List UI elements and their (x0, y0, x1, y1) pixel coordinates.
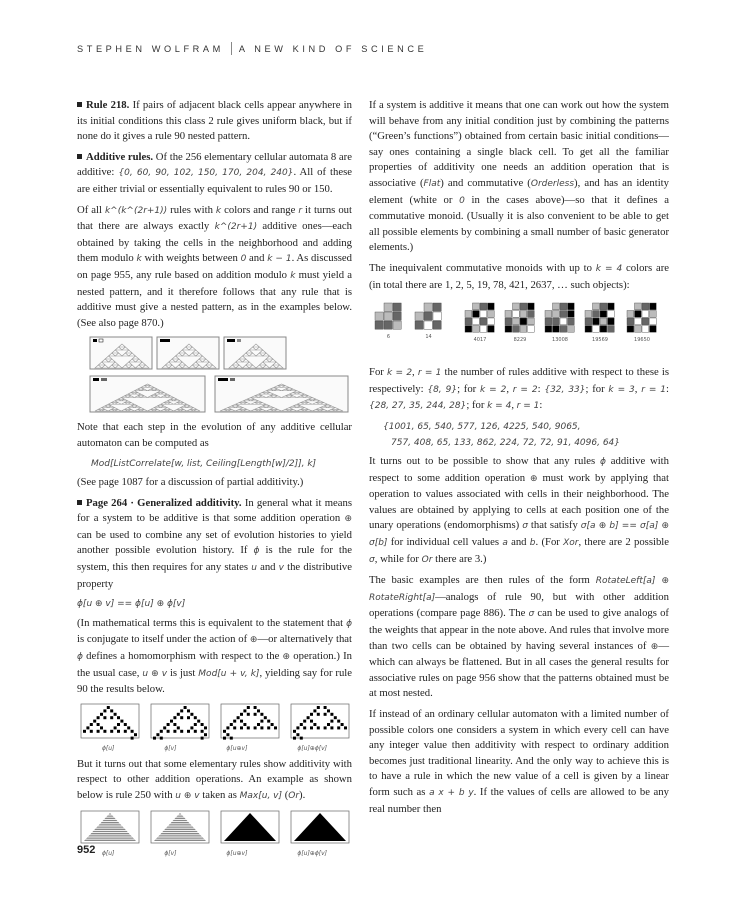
math-flat: Flat (423, 178, 441, 189)
text: with weights between (141, 252, 241, 265)
code-listcorrelate: Mod[ListCorrelate[w, list, Ceiling[Length[w]/2]], k] (91, 458, 317, 469)
text: ) and commutative ( (440, 176, 531, 189)
bullet-icon (77, 154, 82, 159)
text: is just (167, 666, 199, 679)
text: , while for (374, 552, 422, 565)
math-phi: ϕ (600, 457, 606, 468)
math-op: ⊕ (530, 473, 538, 484)
text: additive with respect to some addition operation (369, 455, 669, 484)
text: there are 3.) (432, 552, 487, 565)
text: Of the 256 elementary cellular automata 8 are additive: (77, 150, 352, 179)
left-column (77, 98, 352, 856)
code-distributive: ϕ[u ⊕ v] == ϕ[u] ⊕ ϕ[v] (77, 599, 186, 610)
text: ; for (466, 399, 488, 412)
text: : (666, 382, 670, 395)
math-xor: Xor (563, 538, 579, 549)
caption-phi-uv: ϕ[u⊕v] (226, 744, 248, 752)
math-r1: r = 1 (641, 384, 667, 395)
math-uv: u ⊕ v (175, 791, 200, 801)
additive-patterns-graphic (89, 336, 349, 414)
text: , there are 2 possible (578, 536, 670, 549)
text: for individual cell values (387, 536, 503, 549)
text: is the rule for the system, this then requires for any states (77, 544, 352, 574)
text: ( (282, 789, 289, 801)
math-r2: r = 2 (512, 384, 538, 395)
monoid-label: 6 (386, 334, 391, 341)
note-heading: Page 264 · Generalized additivity. (86, 496, 242, 509)
math-b: b (529, 538, 536, 549)
math-zero: 0 (240, 254, 247, 265)
text: , (634, 382, 642, 395)
text: is conjugate to itself under the action of (77, 633, 250, 646)
math-r1: r = 1 (516, 401, 540, 412)
paragraph-linearity (369, 707, 669, 817)
code-list-line2: 757, 408, 65, 133, 862, 224, 72, 72, 91, 4096, 64} (391, 437, 620, 448)
math-km1: k − 1 (267, 254, 292, 265)
text: colors and range (221, 203, 299, 216)
text: : (537, 382, 541, 395)
text: in the cases above)—so that it defines a commutative monoid. (Usually it is also convenient to be able to get all possible elements by combining a small number of basic generator elements.) (369, 193, 669, 254)
math-sigma: σ (369, 554, 375, 565)
note-additive-rules (77, 150, 352, 198)
note-heading: Additive rules. (86, 150, 154, 163)
text: (In mathematical terms this is equivalent to the statement that (77, 616, 347, 629)
caption-phi-uv: ϕ[u⊕v] (226, 849, 248, 857)
math-expr: k^(2r+1) (214, 222, 258, 233)
note-text: If pairs of adjacent black cells appear anywhere in its initial conditions this class 2 rule gives uniform black, but if none do it gives a rule 90 nested pattern. (77, 99, 352, 143)
math-k: k (290, 270, 296, 281)
math-k2: k = 2 (479, 384, 507, 395)
text: , yielding say for rule 90 the results below. (77, 666, 352, 696)
figure-monoid-tables (369, 299, 669, 361)
text: ; for (585, 382, 609, 395)
math-rotate: RotateLeft[a] ⊕ RotateRight[a] (369, 576, 669, 603)
right-column (369, 98, 669, 822)
text: In general what it means for a system to be additive is that some addition operation (77, 496, 352, 525)
math-r: r (298, 205, 303, 216)
paragraph-partial-additivity: (See page 1087 for a discussion of partial additivity.) (77, 476, 304, 489)
math-mod: Mod[u + v, k] (198, 668, 260, 679)
panel-5 (215, 376, 348, 412)
math-or: Or (288, 791, 300, 801)
caption-phi-v: ϕ[v] (164, 849, 177, 857)
text: ; for (457, 382, 480, 395)
paragraph-basic-examples (369, 573, 669, 702)
math-set: {0, 60, 90, 102, 150, 170, 204, 240} (118, 168, 294, 179)
text: For (369, 366, 387, 379)
math-set: {32, 33} (544, 384, 586, 395)
paragraph-green-functions (369, 98, 669, 256)
text: and (246, 252, 268, 265)
bullet-icon (77, 500, 82, 505)
text: The inequivalent commutative monoids with up to (369, 261, 596, 274)
math-v: v (278, 563, 284, 574)
math-op: ⊕ (344, 514, 352, 525)
rule90-panels (77, 703, 352, 741)
paragraph-conjugate (77, 616, 352, 698)
math-k2: k = 2 (386, 368, 413, 379)
paragraph-rule250 (77, 757, 352, 805)
header-author: STEPHEN WOLFRAM (77, 44, 224, 54)
paragraph-rule-counts (369, 365, 669, 415)
text: It turns out to be possible to show that any rules (369, 455, 601, 468)
math-uv: u ⊕ v (142, 668, 168, 679)
math-or: Or (421, 554, 433, 565)
math-phi: ϕ (346, 618, 352, 629)
math-sigma: σ (522, 521, 528, 532)
figure-rule250-additivity (77, 810, 352, 856)
text: that satisfy (527, 519, 581, 532)
math-k4: k = 4 (595, 263, 623, 274)
monoid-label: 19650 (634, 337, 650, 344)
caption-phi-u: ϕ[u] (101, 849, 115, 857)
text: . All of these are either trivial or essentially equivalent to rules 90 or 150. (77, 166, 352, 195)
text: —which can always be flattened. But in all cases the general results for associative rules on page 956 show that the patterns obtained must be at most nested. (369, 639, 669, 700)
text: ), and has an identity element (white or (369, 176, 669, 206)
math-k: k (215, 205, 222, 216)
text: can be used to combine any set of evolution histories to yield another possible evolution history. If (77, 528, 352, 557)
page-number: 952 (77, 844, 96, 856)
paragraph-k-colors (77, 203, 352, 332)
note-rule-218 (77, 98, 352, 145)
text: taken as (199, 789, 240, 801)
monoid-label: 13008 (552, 337, 568, 344)
text: and (256, 561, 279, 574)
paragraph-monoids (369, 261, 669, 293)
text: , (412, 366, 418, 379)
caption-phi-u-plus-phi-v: ϕ[u]⊕ϕ[v] (297, 744, 328, 752)
text: But it turns out that some elementary rules show additivity with respect to other addition operations. An example as shown below is rule 250 with (77, 757, 352, 801)
header-divider (231, 42, 232, 55)
bullet-icon (77, 102, 82, 107)
text: must yield a nested pattern, and it therefore follows that any rule that is additive must give a nested pattern, as in the examples below. (See also page 870.) (77, 268, 352, 329)
header-book-title: A NEW KIND OF SCIENCE (238, 44, 428, 54)
text: —or alternatively that (257, 633, 352, 646)
text: , (511, 399, 517, 412)
code-list-line1: {1001, 65, 540, 577, 126, 4225, 540, 9065, (383, 421, 581, 432)
monoid-label: 14 (425, 334, 432, 341)
text: can be used to give analogs of the weights that appear in the note above. And rules that involve more than two cells can be obtained by having several instances of (369, 607, 669, 652)
text: the number of rules additive with respect to these is respectively: (369, 366, 669, 395)
text: . (For (535, 536, 564, 549)
text: it turns out that there are always exactly (77, 203, 352, 233)
monoid-label: 19569 (592, 337, 608, 344)
math-max: Max[u, v] (239, 791, 283, 801)
math-op: ⊕ (249, 635, 258, 646)
text: , (506, 382, 513, 395)
paragraph-note-each-step: Note that each step in the evolution of any additive cellular automaton can be computed as (77, 421, 352, 449)
text: If a system is additive it means that one can work out how the system will behave from any initial condition just by combining the patterns (“Green’s functions”) obtained from certain basic initial conditions—say ones containing a single black cell. To get all the familiar properties of additivity one needs an addition operation that is associative ( (369, 99, 669, 189)
math-k4: k = 4 (487, 401, 512, 412)
math-eq: σ[a ⊕ b] == σ[a] ⊕ σ[b] (369, 521, 670, 549)
text: Of all (77, 203, 105, 216)
monoid-label: 4017 (473, 337, 487, 344)
text: operation.) In the usual case, (77, 650, 352, 679)
running-header (77, 42, 427, 55)
figure-additive-examples (89, 336, 352, 414)
text: must work by applying that operation to values associated with cells in their neighborhood. The values are obtained by applying to cells at each position one of the unary operations (endomorphisms) (369, 471, 669, 532)
figure-rule90-additivity (77, 703, 352, 751)
text: ). (299, 789, 306, 801)
caption-phi-v: ϕ[v] (164, 744, 177, 752)
math-op: ⊕ (282, 652, 291, 663)
math-expr: k^(k^(2r+1)) (104, 205, 168, 216)
text: —analogs of rule 90, but with other addition operations (compare page 886). The (369, 590, 669, 620)
math-u: u (251, 563, 257, 574)
monoid-tables-graphic (369, 299, 669, 349)
text: defines a homomorphism with respect to the (82, 650, 283, 663)
math-phi: ϕ (253, 546, 260, 557)
text: . As discussed on page 955, any rule based on addition modulo (77, 252, 352, 281)
math-sigma: σ (528, 609, 535, 620)
text: : (539, 399, 543, 412)
caption-phi-u-plus-phi-v: ϕ[u]⊕ϕ[v] (297, 849, 328, 857)
math-orderless: Orderless (530, 178, 575, 189)
math-a: a (502, 538, 508, 549)
text: If instead of an ordinary cellular automaton with a limited number of possible colors one considers a system in which every cell can have any integer value then additivity with respect to ordinary addition becomes just traditional linearity. And the only way to achieve this is to have a rule in which the new value of a cell is given by a linear form such as (369, 708, 669, 798)
text: . If the values of cells are allowed to be any real number then (369, 785, 669, 815)
rule250-panels (77, 810, 352, 846)
math-phi: ϕ (77, 652, 83, 663)
monoid-label: 8229 (513, 337, 527, 344)
math-set: {28, 27, 35, 244, 28} (369, 401, 467, 412)
note-generalized-additivity (77, 496, 352, 593)
paragraph-endomorphisms (369, 454, 669, 568)
math-r1: r = 1 (417, 368, 442, 379)
text: additive ones—each obtained by taking the cells in the neighborhood and adding them modulo (77, 220, 353, 265)
text: and (507, 536, 530, 549)
caption-phi-u: ϕ[u] (101, 744, 115, 752)
math-set: {8, 9} (427, 384, 458, 395)
math-k3: k = 3 (608, 384, 635, 395)
math-op: ⊕ (650, 641, 659, 652)
math-k: k (136, 254, 142, 265)
math-zero: 0 (459, 195, 465, 206)
note-heading: Rule 218. (86, 99, 130, 111)
math-linear: a x + b y (429, 787, 474, 798)
text: the distributive property (77, 561, 352, 590)
text: rules with (167, 203, 216, 216)
panel-4 (90, 376, 205, 412)
text: colors are (in total there are 1, 2, 5, 19, 78, 421, 2637, … such objects): (369, 261, 670, 291)
text: The basic examples are then rules of the form (369, 574, 596, 587)
